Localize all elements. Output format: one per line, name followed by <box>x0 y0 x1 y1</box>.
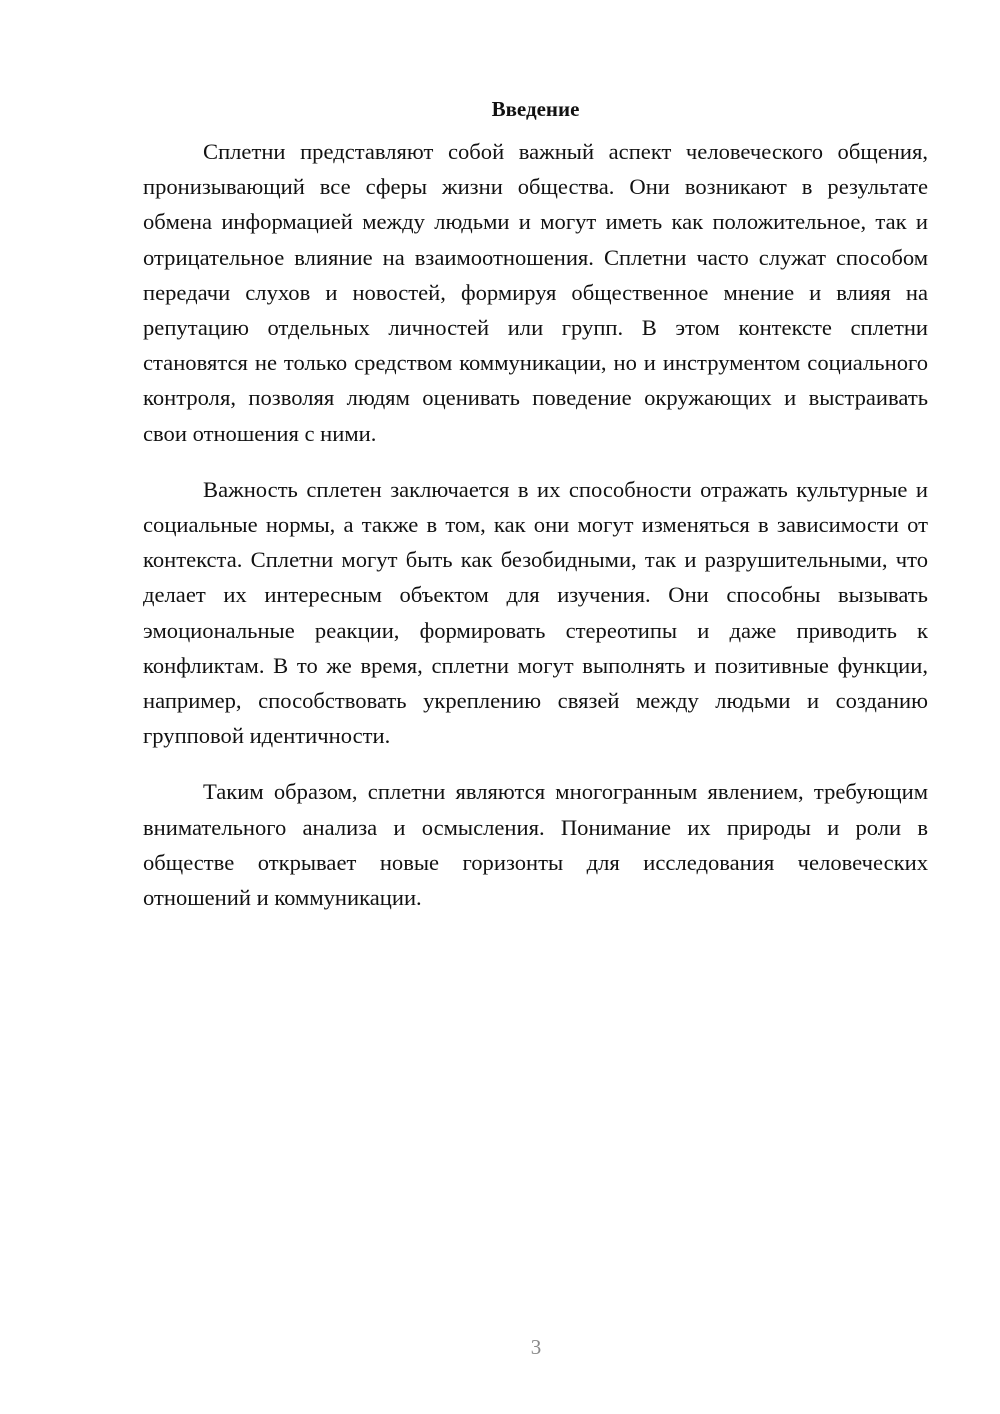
paragraph-2: Важность сплетен заключается в их способности отражать культурные и социальные нормы, а также в том, как они могут изменяться в зависимости от контекста. Сплетни могут быть как безобидными, так и разрушительными, что делает их интересным объектом для изучения. Они способны вызывать эмоциональные реакции, формировать стереотипы и даже приводить к конфликтам. В то же время, сплетни могут выполнять и позитивные функции, например, способствовать укреплению связей между людьми и созданию групповой идентичности. <box>143 476 928 749</box>
page-content <box>143 92 928 915</box>
paragraph-1: Сплетни представляют собой важный аспект человеческого общения, пронизывающий все сферы жизни общества. Они возникают в результате обмена информацией между людьми и могут иметь как положительное, так и отрицательное влияние на взаимоотношения. Сплетни часто служат способом передачи слухов и новостей, формируя общественное мнение и влияя на репутацию отдельных личностей или групп. В этом контексте сплетни становятся не только средством коммуникации, но и инструментом социального контроля, позволяя людям оценивать поведение окружающих и выстраивать свои отношения с ними. <box>143 139 928 446</box>
section-heading: Введение <box>491 97 580 121</box>
page-number: 3 <box>530 1335 542 1359</box>
paragraph-3: Таким образом, сплетни являются многогранным явлением, требующим внимательного анализа и осмысления. Понимание их природы и роли в обществе открывает новые горизонты для исследования человеческих отношений и коммуникации. <box>143 779 928 911</box>
